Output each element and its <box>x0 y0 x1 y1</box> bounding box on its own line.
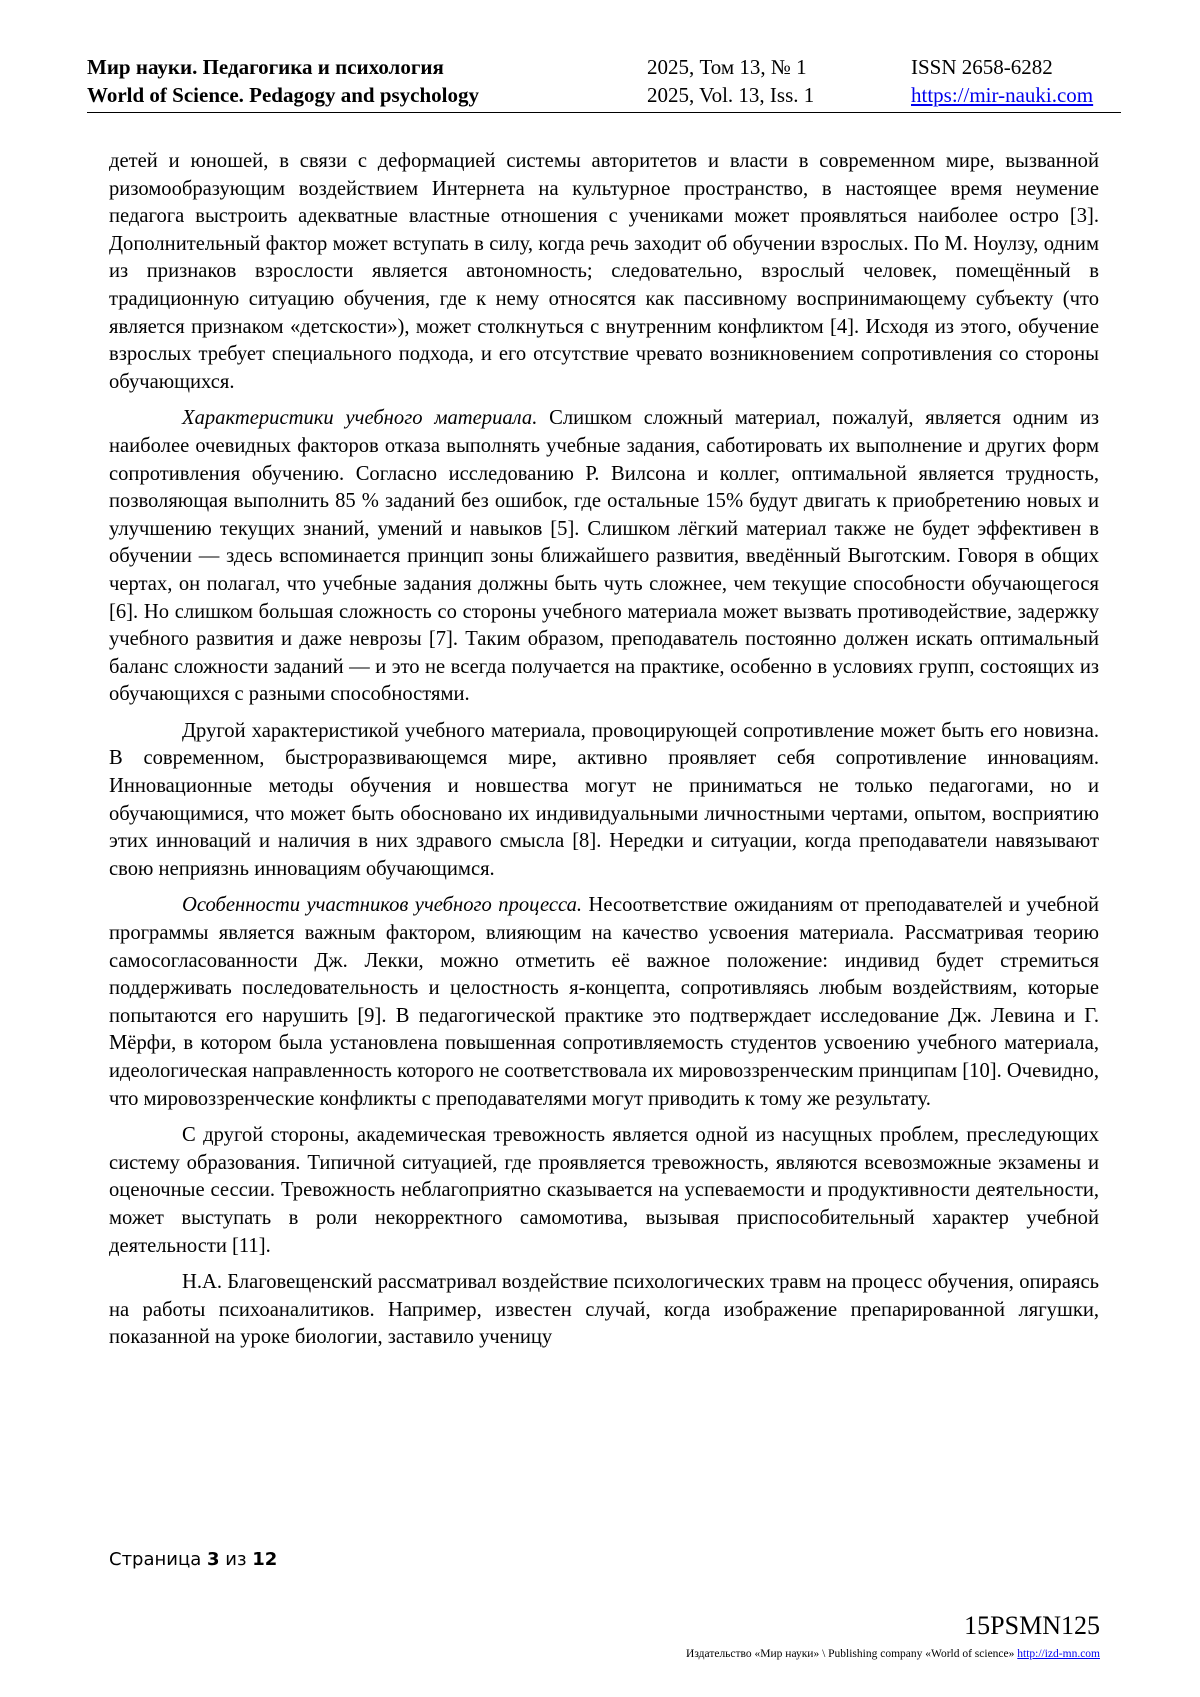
article-body <box>109 148 1099 1361</box>
paragraph-4-text: Несоответствие ожиданиям от преподавателей и учебной программы является важным фактором, влияющим на качество усвоения материала. Рассматривая теорию самосогласованности Дж. Лекки, можно отметить её важное положение: индивид будет стремиться поддерживать последовательность и целостность я-концепта, сопротивляясь любым воздействиям, которые попытаются его нарушить [9]. В педагогической практике это подтверждает исследование Дж. Левина и Г. Мёрфи, в котором была установлена повышенная сопротивляемость студентов усвоению учебного материала, идеологическая направленность которого не соответствовала их мировоззренческим принципам [10]. Очевидно, что мировоззренческие конфликты с преподавателями могут приводить к тому же результату. <box>109 894 1099 1110</box>
journal-title-en: World of Science. Pedagogy and psychology <box>87 83 480 107</box>
issn-block <box>911 53 1093 109</box>
paragraph-1: детей и юношей, в связи с деформацией системы авторитетов и власти в современном мире, вызванной ризомообразующим воздействием Интернета на культурное пространство, в настоящее время неумение педагога выстроить адекватные властные отношения с учениками может проявляться наиболее остро [3]. Дополнительный фактор может вступать в силу, когда речь заходит об обучении взрослых. По М. Ноулзу, одним из признаков взрослости является автономность; следовательно, взрослый человек, помещённый в традиционную ситуацию обучения, где к нему относятся как пассивному воспринимающему субъекту (что является признаком «детскости»), может столкнуться с внутренним конфликтом [4]. Исходя из этого, обучение взрослых требует специального подхода, и его отсутствие чревато возникновением сопротивления со стороны обучающихся. <box>109 150 1099 393</box>
page-total: 12 <box>252 1549 278 1570</box>
page-current: 3 <box>207 1549 220 1570</box>
paragraph-3: Другой характеристикой учебного материала, провоцирующей сопротивление может быть его новизна. В современном, быстроразвивающемся мире, активно проявляет себя сопротивление инновациям. Инновационные методы обучения и новшества могут не приниматься не только педагогами, но и обучающимися, что может быть обосновано их индивидуальными личностными чертами, опытом, восприятию этих инноваций и наличия в них здравого смысла [8]. Нередки и ситуации, когда преподаватели навязывают свою неприязнь инновациям обучающимся. <box>109 719 1099 880</box>
section-heading-material: Характеристики учебного материала. <box>182 407 538 430</box>
issn: ISSN 2658-6282 <box>911 55 1053 79</box>
issue-info <box>647 53 814 109</box>
issue-info-ru: 2025, Том 13, № 1 <box>647 55 807 79</box>
section-heading-participants: Особенности участников учебного процесса. <box>182 894 583 917</box>
paragraph-6: Н.А. Благовещенский рассматривал воздействие психологических травм на процесс обучения, опираясь на работы психоаналитиков. Например, известен случай, когда изображение препарированной лягушки, показанной на уроке биологии, заставило ученицу <box>109 1271 1099 1349</box>
paragraph-2-text: Слишком сложный материал, пожалуй, является одним из наиболее очевидных факторов отказа выполнять учебные задания, саботировать их выполнение и других форм сопротивления обучению. Согласно исследованию Р. Вилсона и коллег, оптимальной является трудность, позволяющая выполнить 85 % заданий без ошибок, где остальные 15% будут двигать к приобретению новых и улучшению текущих знаний, умений и навыков [5]. Слишком лёгкий материал также не будет эффективен в обучении — здесь вспоминается принцип зоны ближайшего развития, введённый Выготским. Говоря в общих чертах, он полагал, что учебные задания должны быть чуть сложнее, чем текущие способности обучающегося [6]. Но слишком большая сложность со стороны учебного материала может вызвать противодействие, задержку учебного развития и даже неврозы [7]. Таким образом, преподаватель постоянно должен искать оптимальный баланс сложности заданий — и это не всегда получается на практике, особенно в условиях групп, состоящих из обучающихся с разными способностями. <box>109 407 1100 706</box>
paragraph-4 <box>109 892 1099 1113</box>
page-number: Страница 3 из 12 <box>109 1549 278 1570</box>
issue-info-en: 2025, Vol. 13, Iss. 1 <box>647 83 815 107</box>
journal-url-link[interactable]: https://mir-nauki.com <box>911 83 1094 107</box>
article-code: 15PSMN125 <box>964 1611 1100 1640</box>
publisher-url-link[interactable]: http://izd-mn.com <box>1017 1648 1100 1660</box>
paragraph-5: С другой стороны, академическая тревожность является одной из насущных проблем, преследующих систему образования. Типичной ситуацией, где проявляется тревожность, являются всевозможные экзамены и оценочные сессии. Тревожность неблагоприятно сказывается на успеваемости и продуктивности деятельности, может выступать в роли некорректного самомотива, вызывая приспособительный характер учебной деятельности [11]. <box>109 1124 1099 1257</box>
publisher-line <box>686 1648 1100 1660</box>
paragraph-2 <box>109 405 1099 709</box>
journal-title-ru: Мир науки. Педагогика и психология <box>87 55 444 79</box>
publisher-name: Издательство «Мир науки» \ Publishing company «World of science» <box>686 1648 1015 1660</box>
journal-header <box>87 50 1121 113</box>
journal-title <box>87 53 479 109</box>
